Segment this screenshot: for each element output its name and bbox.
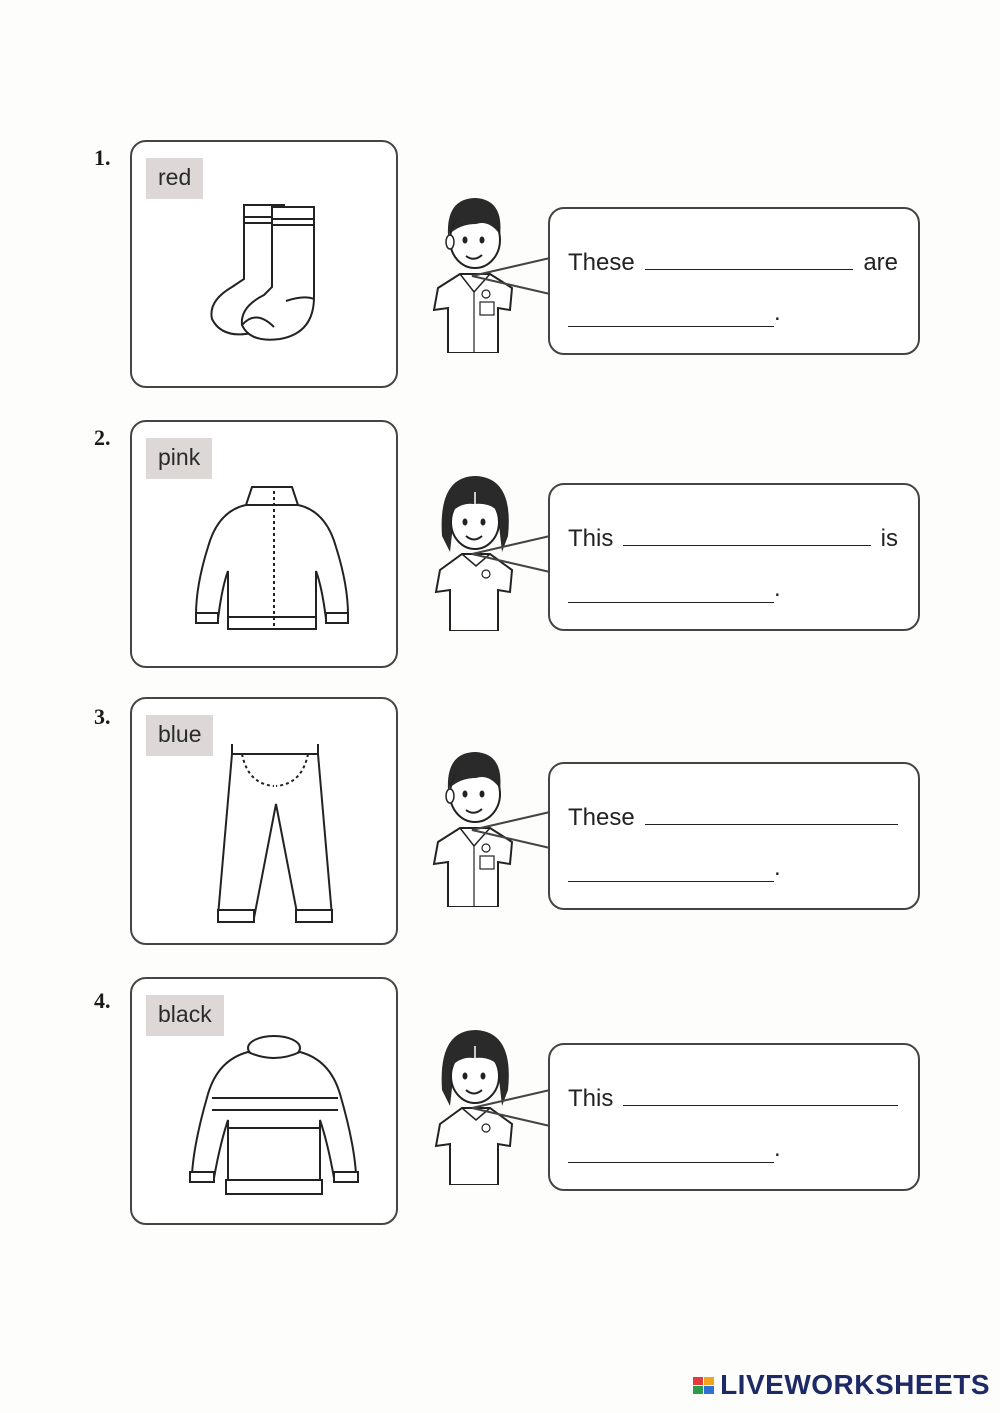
liveworksheets-brand (693, 1369, 990, 1401)
speech-bubble (548, 207, 920, 355)
sentence-start: This (568, 525, 614, 552)
color-word-tag: pink (146, 438, 212, 479)
exercise-number: 4. (94, 988, 111, 1013)
sentence-period: . (774, 854, 781, 881)
jacket-icon (182, 467, 362, 652)
answer-blank[interactable] (645, 253, 854, 270)
speech-bubble (548, 762, 920, 910)
answer-blank[interactable] (568, 582, 774, 603)
liveworksheets-logo-icon (693, 1377, 714, 1394)
item-card (130, 420, 398, 668)
answer-blank[interactable] (568, 1142, 774, 1163)
answer-blank[interactable] (568, 306, 774, 327)
socks-icon (182, 187, 362, 372)
sentence-period: . (774, 575, 781, 602)
sweater-icon (182, 1024, 362, 1209)
sentence-end: is (880, 525, 898, 552)
sentence-start: This (568, 1085, 614, 1112)
speech-tail (470, 236, 554, 306)
sentence-period: . (774, 1135, 781, 1162)
answer-blank[interactable] (568, 861, 774, 882)
color-word-tag: black (146, 995, 224, 1036)
speech-tail (470, 514, 554, 584)
sentence-start: These (568, 249, 635, 276)
answer-blank[interactable] (623, 529, 870, 546)
brand-name: LIVEWORKSHEETS (720, 1369, 990, 1400)
exercise-number: 1. (94, 145, 111, 170)
answer-blank[interactable] (623, 1089, 898, 1106)
trousers-icon (182, 744, 362, 929)
answer-blank[interactable] (645, 808, 898, 825)
sentence-end: are (863, 249, 898, 276)
speech-tail (470, 790, 554, 860)
sentence-start: These (568, 804, 635, 831)
item-card (130, 697, 398, 945)
item-card (130, 140, 398, 388)
color-word-tag: red (146, 158, 203, 199)
exercise-number: 3. (94, 704, 111, 729)
exercise-number: 2. (94, 425, 111, 450)
item-card (130, 977, 398, 1225)
sentence-period: . (774, 299, 781, 326)
speech-bubble (548, 1043, 920, 1191)
speech-bubble (548, 483, 920, 631)
speech-tail (470, 1068, 554, 1138)
color-word-tag: blue (146, 715, 213, 756)
